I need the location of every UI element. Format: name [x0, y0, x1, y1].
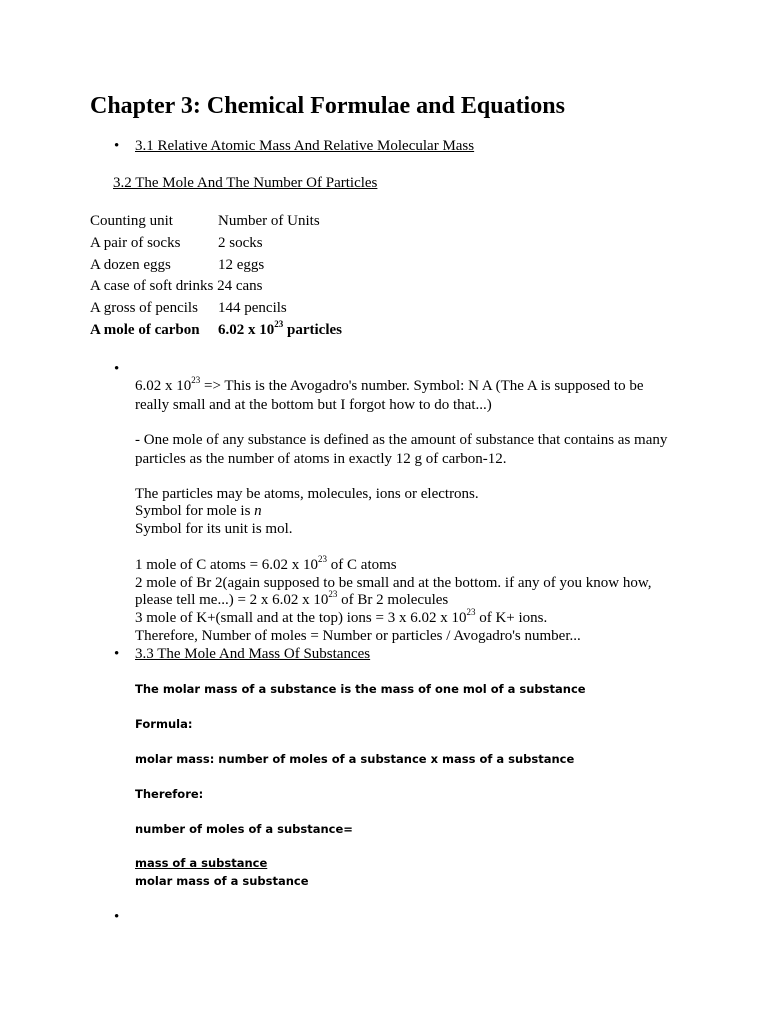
formula-label: Formula: [135, 717, 193, 731]
text-run: => This is the Avogadro's number. Symbol: N A (The A is supposed to be [200, 378, 644, 394]
molar-definition: The molar mass of a substance is the mass of one mol of a substance [135, 682, 586, 696]
table-cell: A gross of pencils [90, 300, 198, 316]
definition-line: - One mole of any substance is defined as the amount of substance that contains as many [135, 432, 668, 448]
table-cell: A pair of socks [90, 235, 181, 251]
text-run: 6.02 x 10 [135, 378, 192, 394]
section-3-1-heading: 3.1 Relative Atomic Mass And Relative Molecular Mass [135, 138, 475, 154]
superscript: 23 [466, 607, 476, 617]
formula-text: molar mass: number of moles of a substance x mass of a substance [135, 752, 575, 766]
bullet-dot: • [114, 138, 120, 154]
table-cell: A mole of carbon [90, 322, 200, 338]
table-cell: A dozen eggs [90, 257, 171, 273]
superscript: 23 [274, 319, 284, 329]
bullet-dot: • [114, 361, 120, 377]
section-3-2-heading: 3.2 The Mole And The Number Of Particles [113, 175, 378, 191]
text-run: Symbol for mole is [135, 503, 255, 519]
result-text: number of moles of a substance= [135, 822, 353, 836]
table-cell: 24 cans [217, 278, 263, 294]
mole-symbol: n [254, 503, 262, 519]
text-run: please tell me...) = 2 x 6.02 x 10 [135, 592, 329, 608]
text-run: of K+ ions. [475, 610, 548, 626]
therefore-label: Therefore: [135, 787, 204, 801]
example-line: 2 mole of Br 2(again supposed to be small and at the bottom. if any of you know how, [135, 575, 652, 591]
example-line [135, 609, 547, 627]
example-line: Therefore, Number of moles = Number or particles / Avogadro's number... [135, 628, 581, 644]
superscript: 23 [318, 554, 328, 564]
table-header-row [90, 212, 320, 230]
table-cell: A case of soft drinks [90, 278, 214, 294]
page-title: Chapter 3: Chemical Formulae and Equations [90, 93, 565, 119]
section-3-3-heading: 3.3 The Mole And Mass Of Substances [135, 646, 371, 662]
table-header-cell: Counting unit [90, 213, 173, 229]
fraction-denominator: molar mass of a substance [135, 874, 309, 888]
table-row [90, 234, 263, 252]
fraction-numerator: mass of a substance [135, 856, 268, 870]
table-cell: 12 eggs [218, 257, 265, 273]
text-run: 1 mole of C atoms = 6.02 x 10 [135, 557, 319, 573]
table-cell: particles [283, 322, 342, 338]
definition-line: particles as the number of atoms in exactly 12 g of carbon-12. [135, 451, 507, 467]
table-cell: 6.02 x 10 [218, 322, 275, 338]
text-run: of Br 2 molecules [337, 592, 449, 608]
example-line [135, 556, 397, 574]
avogadro-line [135, 377, 643, 395]
superscript: 23 [191, 375, 201, 385]
avogadro-line: really small and at the bottom but I forgot how to do that...) [135, 397, 492, 413]
superscript: 23 [328, 589, 338, 599]
table-row-mole [90, 321, 342, 339]
table-cell: 2 socks [218, 235, 263, 251]
text-run: of C atoms [327, 557, 397, 573]
table-header-cell: Number of Units [218, 213, 320, 229]
table-row [90, 256, 264, 274]
particles-line: Symbol for its unit is mol. [135, 521, 293, 537]
table-row [90, 299, 287, 317]
particles-line [135, 502, 262, 520]
table-row [90, 277, 262, 295]
bullet-dot: • [114, 646, 120, 662]
example-line [135, 591, 448, 609]
text-run: 3 mole of K+(small and at the top) ions = 3 x 6.02 x 10 [135, 610, 467, 626]
bullet-dot: • [114, 909, 120, 925]
table-cell: 144 pencils [218, 300, 287, 316]
particles-line: The particles may be atoms, molecules, ions or electrons. [135, 486, 479, 502]
